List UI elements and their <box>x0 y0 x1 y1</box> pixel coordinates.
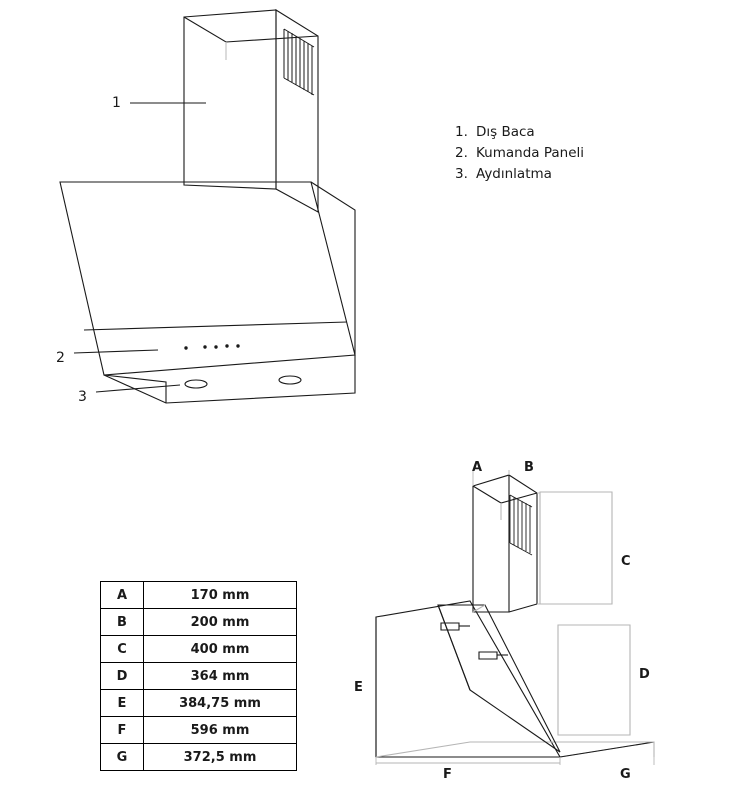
callout-number-1: 1 <box>112 95 121 111</box>
dim-box-d <box>558 625 630 735</box>
hood-underside <box>104 355 355 403</box>
dimension-key: B <box>101 609 144 636</box>
dimension-key: D <box>101 663 144 690</box>
dimension-value: 200 mm <box>144 609 297 636</box>
legend-item-1 <box>455 122 584 143</box>
exploded-assembly <box>376 470 654 765</box>
exploded-label-c: C <box>621 554 631 569</box>
chimney-top <box>184 17 318 42</box>
dimension-value: 400 mm <box>144 636 297 663</box>
legend-item-1-label: Dış Baca <box>476 124 535 140</box>
legend <box>455 122 584 185</box>
dimensions-table <box>100 581 297 771</box>
dimension-value: 372,5 mm <box>144 744 297 771</box>
dimension-value: 596 mm <box>144 717 297 744</box>
control-panel-buttons <box>184 344 239 349</box>
table-row <box>101 744 297 771</box>
legend-item-3-number: 3. <box>455 166 468 182</box>
table-row <box>101 582 297 609</box>
exploded-guides <box>376 470 654 765</box>
exploded-chimney-vent <box>510 495 532 555</box>
exploded-label-f: F <box>443 767 452 782</box>
leader-2 <box>74 350 158 353</box>
table-row <box>101 609 297 636</box>
dimension-key: C <box>101 636 144 663</box>
exploded-label-g: G <box>620 767 631 782</box>
hood-illustration <box>60 10 355 403</box>
exploded-chimney-front <box>473 475 509 612</box>
legend-item-3 <box>455 164 584 185</box>
dimension-key: A <box>101 582 144 609</box>
dimension-key: F <box>101 717 144 744</box>
dimension-key: E <box>101 690 144 717</box>
exploded-base-right <box>560 742 654 757</box>
leader-3 <box>96 385 180 392</box>
exploded-label-e: E <box>354 680 363 695</box>
exploded-chimney-side <box>509 475 537 612</box>
exploded-label-a: A <box>472 460 483 475</box>
legend-item-1-number: 1. <box>455 124 468 140</box>
exploded-glass-edge <box>438 605 470 690</box>
control-panel-line <box>84 322 347 330</box>
exploded-glass <box>438 605 560 752</box>
exploded-body-left <box>376 601 560 757</box>
lamp-right <box>279 376 301 384</box>
table-row <box>101 636 297 663</box>
callout-number-3: 3 <box>78 389 87 405</box>
table-row <box>101 717 297 744</box>
chimney-front <box>184 10 276 189</box>
legend-item-2-label: Kumanda Paneli <box>476 145 585 161</box>
table-row <box>101 690 297 717</box>
dim-box-c <box>540 492 612 604</box>
callout-leaders <box>74 103 206 392</box>
table-row <box>101 663 297 690</box>
exploded-brackets <box>441 623 508 659</box>
legend-item-2 <box>455 143 584 164</box>
dimension-value: 364 mm <box>144 663 297 690</box>
dimension-value: 384,75 mm <box>144 690 297 717</box>
chimney-vent <box>284 29 314 95</box>
lamp-left <box>185 380 207 388</box>
callout-number-2: 2 <box>56 350 65 366</box>
chimney-side <box>276 10 318 212</box>
exploded-base-back <box>376 742 654 757</box>
exploded-chimney-top <box>473 486 537 503</box>
dimension-key: G <box>101 744 144 771</box>
legend-item-2-number: 2. <box>455 145 468 161</box>
dimension-value: 170 mm <box>144 582 297 609</box>
legend-item-3-label: Aydınlatma <box>476 166 552 182</box>
hood-glass-panel <box>60 182 355 375</box>
exploded-base-front <box>560 742 654 757</box>
exploded-label-d: D <box>639 667 650 682</box>
hood-underside-back <box>104 375 166 403</box>
exploded-label-b: B <box>524 460 534 475</box>
hood-right-side <box>311 182 355 355</box>
